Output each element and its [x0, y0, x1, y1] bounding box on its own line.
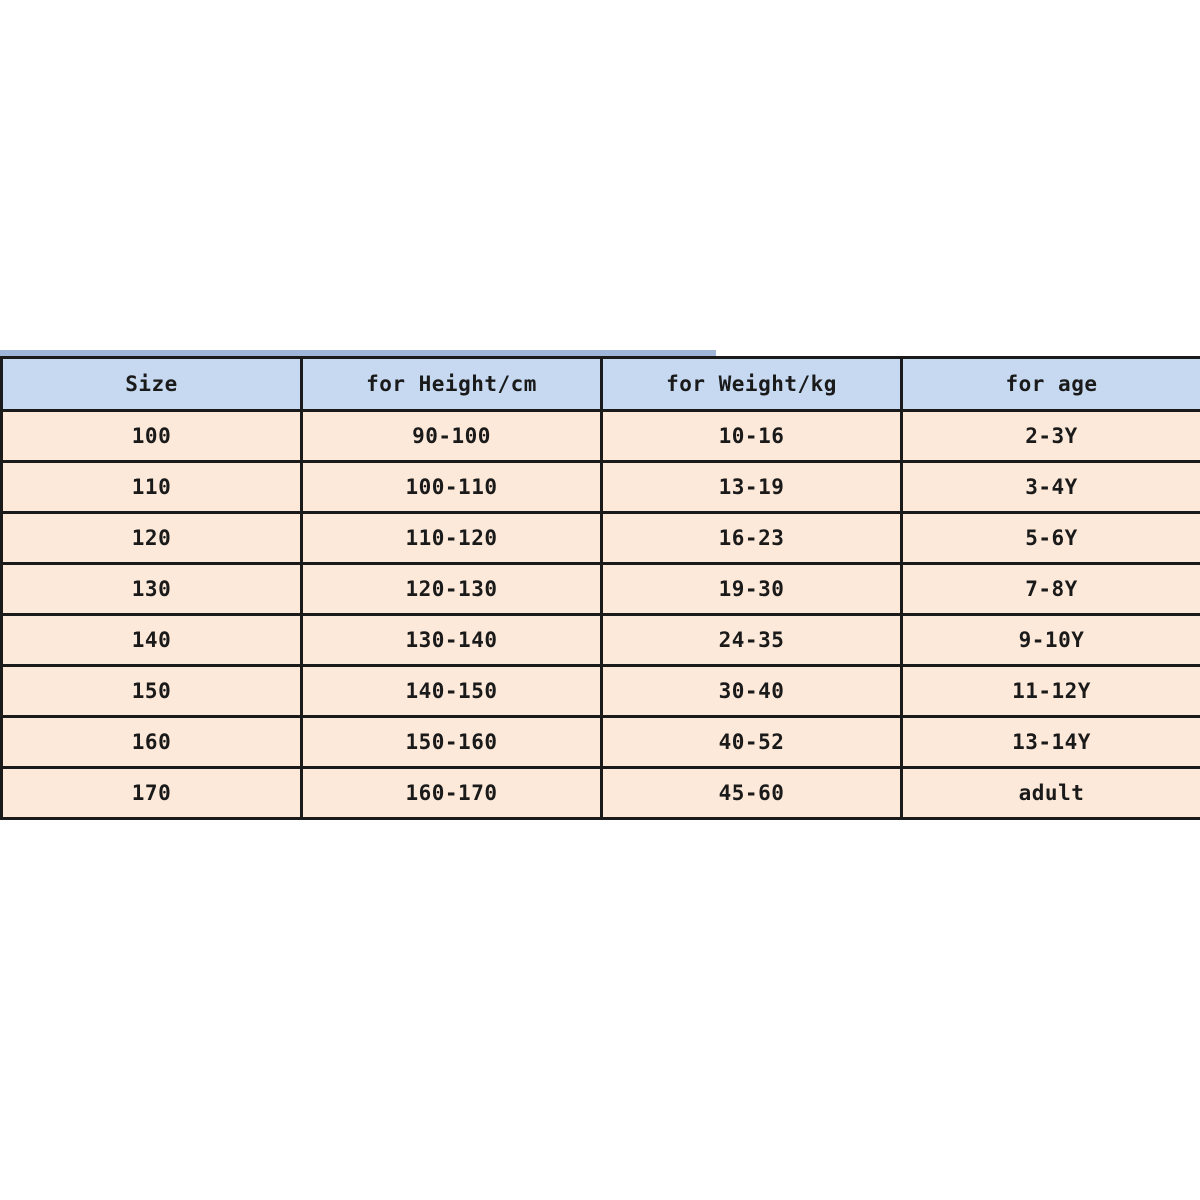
table-header-row: [2, 358, 1200, 411]
cell-height: 110-120: [302, 513, 602, 564]
cell-height: 100-110: [302, 462, 602, 513]
cell-age: 9-10Y: [902, 615, 1200, 666]
cell-size: 120: [2, 513, 302, 564]
cell-height: 130-140: [302, 615, 602, 666]
cell-weight: 45-60: [602, 768, 902, 819]
table-row: [2, 462, 1200, 513]
cell-weight: 13-19: [602, 462, 902, 513]
cell-height: 120-130: [302, 564, 602, 615]
cell-size: 130: [2, 564, 302, 615]
cell-age: 5-6Y: [902, 513, 1200, 564]
cell-age: 11-12Y: [902, 666, 1200, 717]
cell-weight: 24-35: [602, 615, 902, 666]
table-row: [2, 411, 1200, 462]
cell-size: 160: [2, 717, 302, 768]
header-age: for age: [902, 358, 1200, 411]
table-row: [2, 564, 1200, 615]
size-chart-table: [0, 356, 1200, 820]
cell-size: 110: [2, 462, 302, 513]
cell-age: 13-14Y: [902, 717, 1200, 768]
header-size: Size: [2, 358, 302, 411]
cell-weight: 19-30: [602, 564, 902, 615]
cell-age: 7-8Y: [902, 564, 1200, 615]
cell-weight: 10-16: [602, 411, 902, 462]
cell-size: 140: [2, 615, 302, 666]
cell-age: 3-4Y: [902, 462, 1200, 513]
cell-weight: 30-40: [602, 666, 902, 717]
cell-weight: 16-23: [602, 513, 902, 564]
cell-height: 150-160: [302, 717, 602, 768]
header-weight: for Weight/kg: [602, 358, 902, 411]
cell-height: 140-150: [302, 666, 602, 717]
header-height: for Height/cm: [302, 358, 602, 411]
cell-size: 170: [2, 768, 302, 819]
table-row: [2, 666, 1200, 717]
table-row: [2, 513, 1200, 564]
cell-age: 2-3Y: [902, 411, 1200, 462]
table-row: [2, 615, 1200, 666]
table-row: [2, 768, 1200, 819]
cell-size: 100: [2, 411, 302, 462]
table-row: [2, 717, 1200, 768]
cell-weight: 40-52: [602, 717, 902, 768]
cell-height: 90-100: [302, 411, 602, 462]
cell-height: 160-170: [302, 768, 602, 819]
cell-size: 150: [2, 666, 302, 717]
cell-age: adult: [902, 768, 1200, 819]
